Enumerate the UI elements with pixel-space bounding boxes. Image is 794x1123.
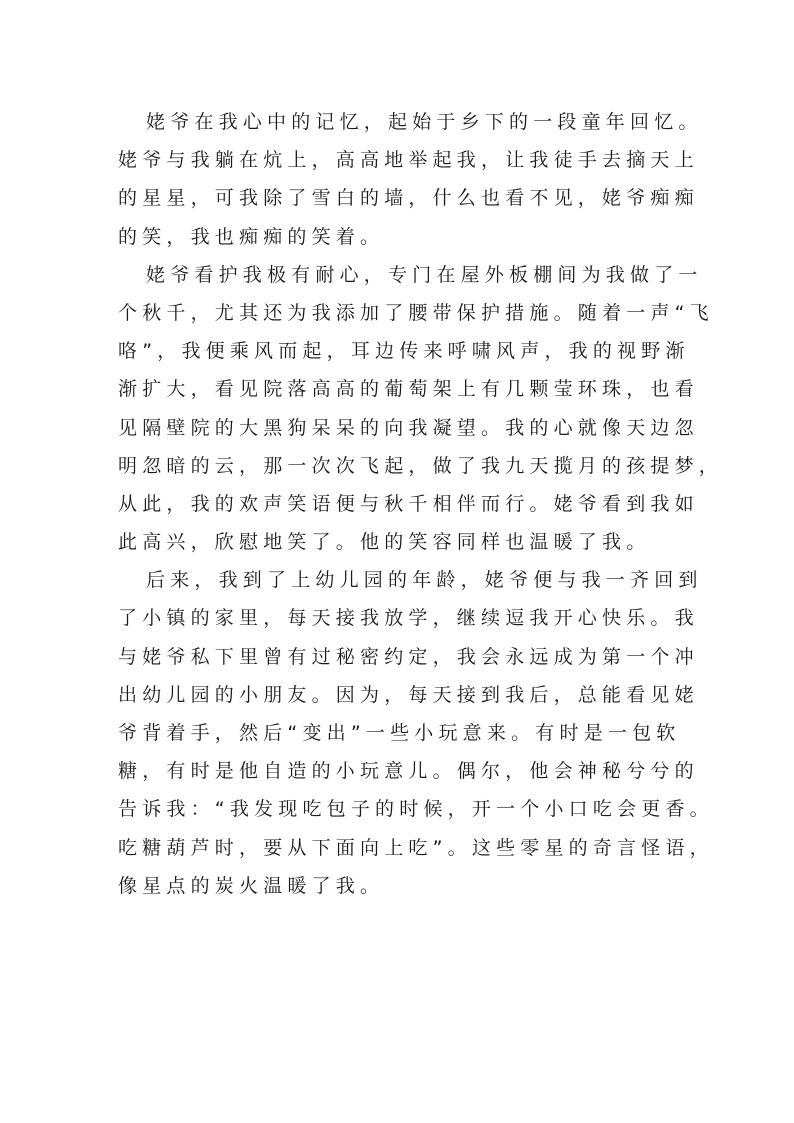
text-line: 的笑，我也痴痴的笑着。 [118, 225, 385, 248]
essay-body [118, 103, 724, 905]
text-line: 姥爷在我心中的记忆，起始于乡下的一段童年回忆。 [146, 111, 703, 133]
text-line: 的星星，可我除了雪白的墙，什么也看不见，姥爷痴痴 [118, 187, 699, 210]
text-line: 渐扩大，看见院落高高的葡萄架上有几颗莹环珠，也看 [118, 378, 699, 401]
text-line: 出幼儿园的小朋友。因为，每天接到我后，总能看见姥 [118, 683, 699, 706]
text-line: 咯”，我便乘风而起，耳边传来呼啸风声，我的视野渐 [118, 340, 690, 363]
text-line: 后来，我到了上幼儿园的年龄，姥爷便与我一齐回到 [146, 569, 703, 592]
paragraph-2 [118, 256, 724, 562]
text-line: 糖，有时是他自造的小玩意儿。偶尔，他会神秘兮兮的 [118, 760, 699, 783]
text-line: 见隔壁院的大黑狗呆呆的向我凝望。我的心就像天边忽 [118, 416, 699, 439]
text-line: 了小镇的家里，每天接我放学，继续逗我开心快乐。我 [118, 607, 699, 630]
text-line: 个秋千，尤其还为我添加了腰带保护措施。随着一声“飞 [118, 301, 714, 324]
paragraph-1 [118, 103, 703, 256]
paragraph-3 [118, 561, 714, 905]
text-line: 从此，我的欢声笑语便与秋千相伴而行。姥爷看到我如 [118, 492, 699, 515]
text-line: 爷背着手，然后“变出”一些小玩意来。有时是一包软 [118, 722, 681, 744]
text-line: 与姥爷私下里曾有过秘密约定，我会永远成为第一个冲 [118, 645, 699, 668]
text-line: 明忽暗的云，那一次次飞起，做了我九天揽月的孩提梦， [118, 454, 724, 477]
text-line: 告诉我：“我发现吃包子的时候，开一个小口吃会更香。 [118, 798, 714, 821]
text-line: 姥爷与我躺在炕上，高高地举起我，让我徒手去摘天上 [118, 149, 699, 172]
text-line: 姥爷看护我极有耐心，专门在屋外板棚间为我做了一 [146, 263, 703, 286]
text-line: 吃糖葫芦时，要从下面向上吃”。这些零星的奇言怪语， [118, 836, 714, 859]
text-line: 此高兴，欣慰地笑了。他的笑容同样也温暖了我。 [118, 531, 651, 554]
text-line: 像星点的炭火温暖了我。 [118, 874, 385, 897]
